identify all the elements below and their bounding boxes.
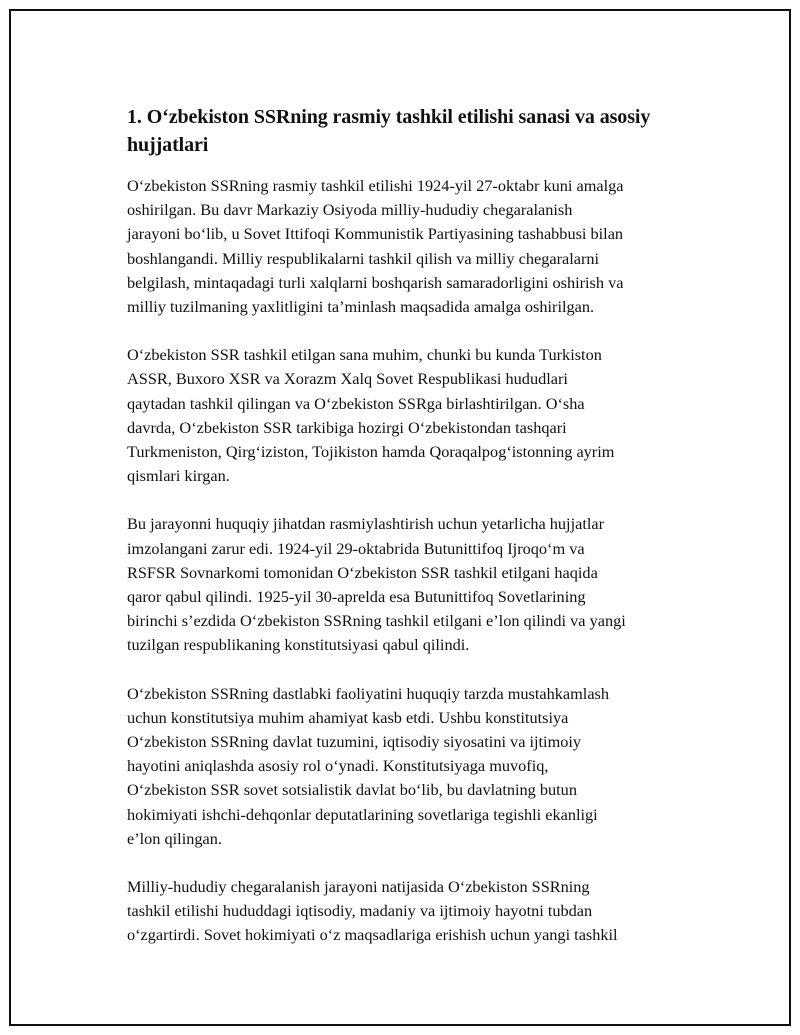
document-content xyxy=(127,103,697,972)
paragraph-3 xyxy=(127,512,697,657)
paragraph-line: ASSR, Buxoro XSR va Xorazm Xalq Sovet Respublikasi hududlari xyxy=(127,369,568,389)
paragraph-line: qaytadan tashkil qilingan va O‘zbekiston SSRga birlashtirilgan. O‘sha xyxy=(127,393,585,413)
paragraph-line: oshirilgan. Bu davr Markaziy Osiyoda milliy-hududiy chegaralanish xyxy=(127,200,573,220)
document-page xyxy=(9,9,791,1026)
paragraph-line: jarayoni bo‘lib, u Sovet Ittifoqi Kommunistik Partiyasining tashabbusi bilan xyxy=(127,224,624,244)
paragraph-line: e’lon qilingan. xyxy=(127,828,222,848)
paragraph-2 xyxy=(127,343,697,488)
paragraph-line: hayotini aniqlashda asosiy rol o‘ynadi. Konstitutsiyaga muvofiq, xyxy=(127,756,549,776)
paragraph-line: RSFSR Sovnarkomi tomonidan O‘zbekiston SSR tashkil etilgani haqida xyxy=(127,562,598,582)
paragraph-line: O‘zbekiston SSRning rasmiy tashkil etilishi 1924-yil 27-oktabr kuni amalga xyxy=(127,176,624,195)
paragraph-line: uchun konstitutsiya muhim ahamiyat kasb etdi. Ushbu konstitutsiya xyxy=(127,707,569,727)
paragraph-line: belgilash, mintaqadagi turli xalqlarni boshqarish samaradorligini oshirish va xyxy=(127,272,624,292)
paragraph-line: milliy tuzilmaning yaxlitligini ta’minlash maqsadida amalga oshirilgan. xyxy=(127,297,595,317)
paragraph-line: davrda, O‘zbekiston SSR tarkibiga hozirgi O‘zbekistondan tashqari xyxy=(127,417,567,437)
paragraph-line: tashkil etilishi hududdagi iqtisodiy, madaniy va ijtimoiy hayotni tubdan xyxy=(127,901,593,921)
paragraph-line: O‘zbekiston SSR sovet sotsialistik davlat bo‘lib, bu davlatning butun xyxy=(127,780,577,800)
paragraph-line: Bu jarayonni huquqiy jihatdan rasmiylashtirish uchun yetarlicha hujjatlar xyxy=(127,514,605,534)
paragraph-line: O‘zbekiston SSRning davlat tuzumini, iqtisodiy siyosatini va ijtimoiy xyxy=(127,732,582,752)
paragraph-4 xyxy=(127,682,697,851)
paragraph-line: imzolangani zarur edi. 1924-yil 29-oktabrida Butunittifoq Ijroqo‘m va xyxy=(127,538,585,558)
paragraph-line: tuzilgan respublikaning konstitutsiyasi qabul qilindi. xyxy=(127,635,470,655)
paragraph-line: qismlari kirgan. xyxy=(127,466,230,486)
paragraph-line: Turkmeniston, Qirg‘iziston, Tojikiston hamda Qoraqalpog‘istonning ayrim xyxy=(127,442,615,462)
section-heading: 1. O‘zbekiston SSRning rasmiy tashkil etilishi sanasi va asosiy hujjatlari xyxy=(127,106,651,156)
paragraph-line: qaror qabul qilindi. 1925-yil 30-aprelda esa Butunittifoq Sovetlarining xyxy=(127,587,586,607)
paragraph-line: O‘zbekiston SSR tashkil etilgan sana muhim, chunki bu kunda Turkiston xyxy=(127,345,602,365)
paragraph-line: boshlangandi. Milliy respublikalarni tashkil qilish va milliy chegaralarni xyxy=(127,248,600,268)
paragraph-line: O‘zbekiston SSRning dastlabki faoliyatini huquqiy tarzda mustahkamlash xyxy=(127,683,610,703)
paragraph-line: hokimiyati ishchi-dehqonlar deputatlarining sovetlariga tegishli ekanligi xyxy=(127,804,598,824)
paragraph-5 xyxy=(127,875,697,948)
paragraph-line: Milliy-hududiy chegaralanish jarayoni natijasida O‘zbekiston SSRning xyxy=(127,877,590,897)
paragraph-line: birinchi s’ezdida O‘zbekiston SSRning tashkil etilgani e’lon qilindi va yangi xyxy=(127,611,626,631)
paragraph-line: o‘zgartirdi. Sovet hokimiyati o‘z maqsadlariga erishish uchun yangi tashkil xyxy=(127,925,618,945)
paragraph-1 xyxy=(127,174,697,319)
